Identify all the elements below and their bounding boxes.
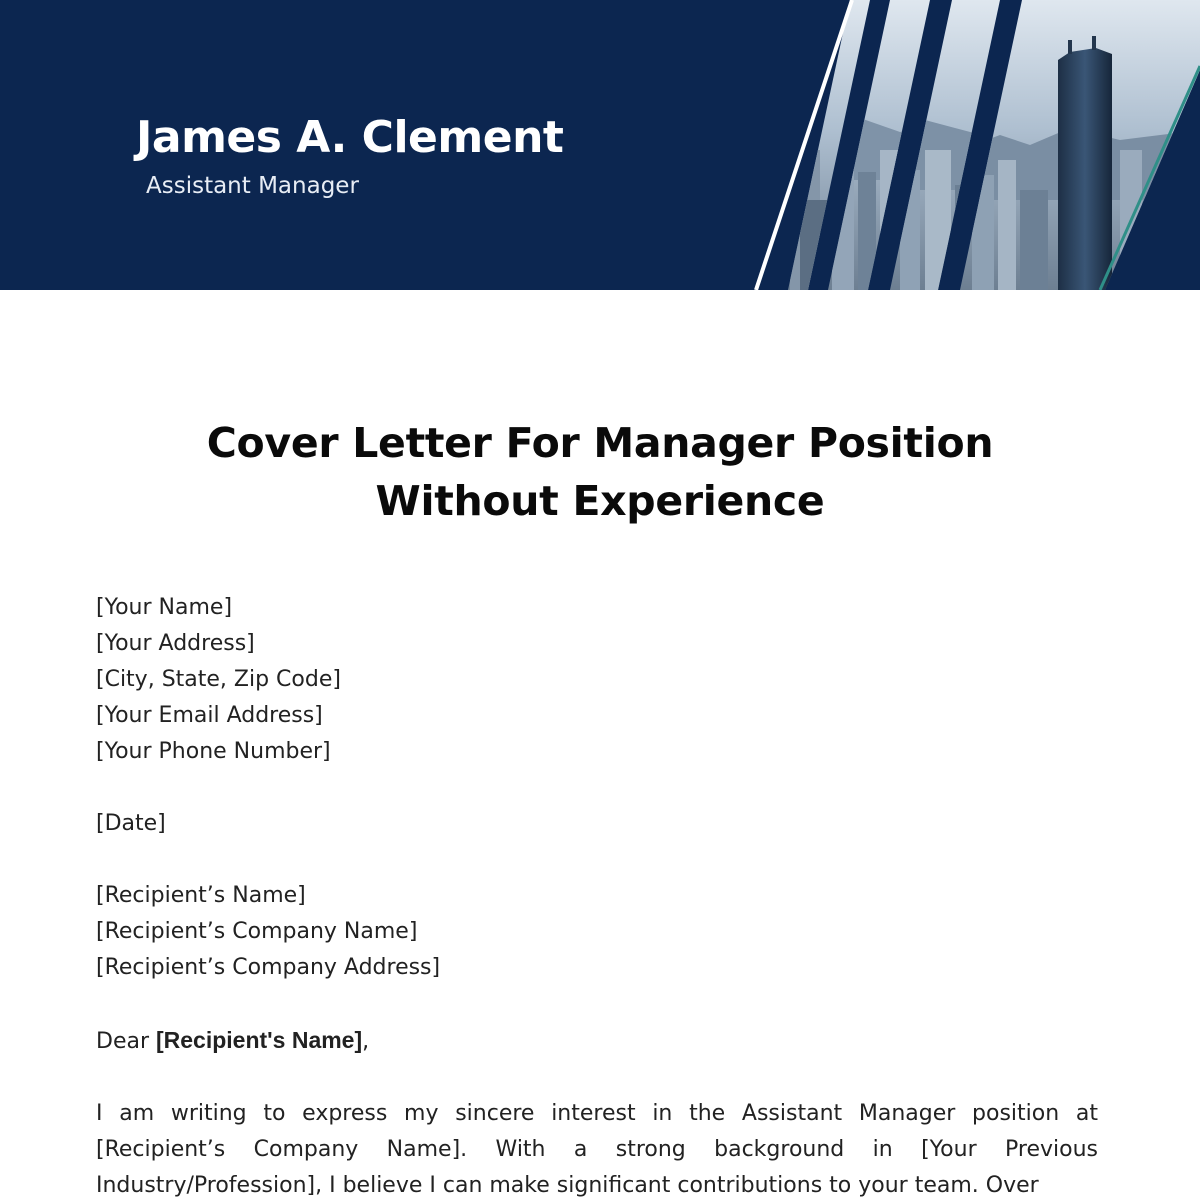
salutation-recipient-name: [Recipient's Name]	[156, 1027, 363, 1053]
recipient-block	[96, 878, 1098, 986]
recipient-name: [Recipient’s Name]	[96, 883, 306, 908]
title-line-2: Without Experience	[375, 477, 825, 525]
salutation-prefix: Dear	[96, 1029, 156, 1054]
body-paragraph-1: I am writing to express my sincere interest in the Assistant Manager position at [Recipient’s Company Name]. With a strong background in [Your Previous Industry/Profession], I believe I can make significant contributions to your team. Over	[96, 1101, 1098, 1198]
applicant-role: Assistant Manager	[146, 173, 359, 199]
letterhead-banner	[0, 0, 1200, 290]
document-title	[100, 414, 1100, 530]
sender-email: [Your Email Address]	[96, 703, 323, 728]
title-line-1: Cover Letter For Manager Position	[206, 419, 994, 467]
sender-block	[96, 590, 1098, 770]
city-skyline-image	[740, 0, 1200, 290]
sender-phone: [Your Phone Number]	[96, 739, 331, 764]
letter-body	[96, 590, 1098, 1204]
sender-name: [Your Name]	[96, 595, 233, 620]
letter-date: [Date]	[96, 811, 166, 836]
applicant-name: James A. Clement	[136, 112, 564, 163]
sender-city-state-zip: [City, State, Zip Code]	[96, 667, 341, 692]
recipient-company-address: [Recipient’s Company Address]	[96, 955, 441, 980]
salutation	[96, 1022, 1098, 1060]
sender-address: [Your Address]	[96, 631, 255, 656]
recipient-company: [Recipient’s Company Name]	[96, 919, 418, 944]
salutation-suffix: ,	[362, 1029, 370, 1054]
